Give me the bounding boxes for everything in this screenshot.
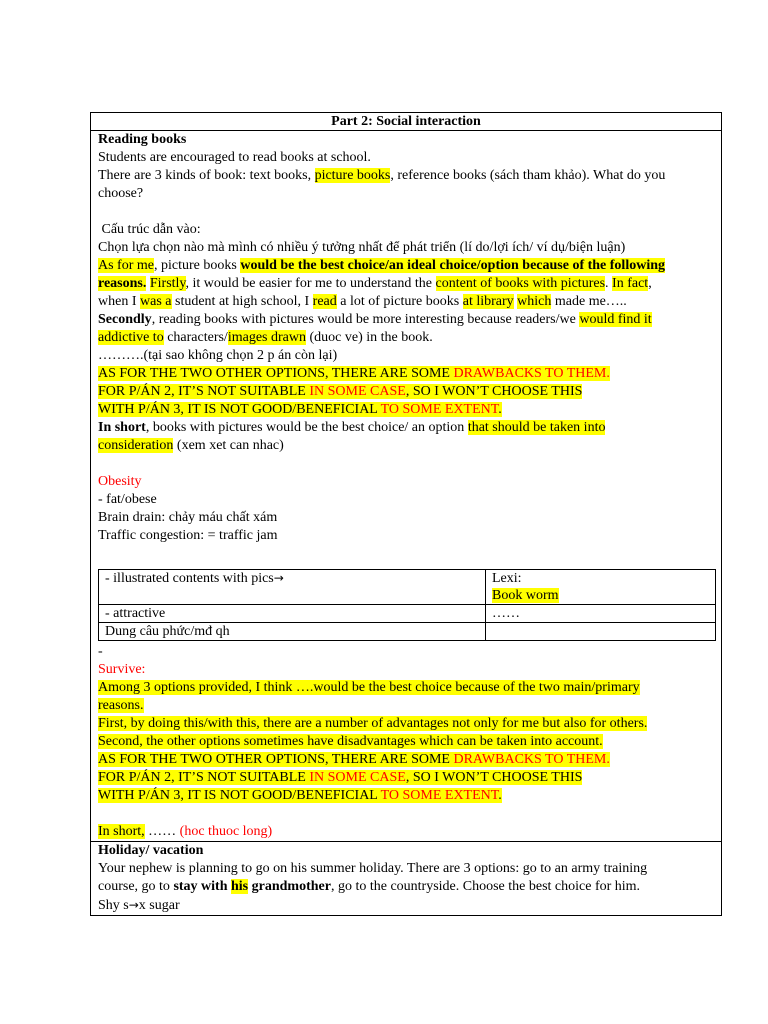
highlight: read — [312, 294, 337, 309]
blank-line — [98, 455, 715, 473]
bold-text: Secondly — [98, 312, 152, 327]
answer-line-3 — [98, 293, 715, 311]
red-text: DRAWBACKS TO THEM. — [453, 366, 610, 381]
highlight: In short, — [98, 824, 145, 839]
red-text: IN SOME CASE — [309, 770, 406, 785]
in-short-line-2 — [98, 437, 715, 455]
blank-line — [98, 805, 715, 823]
holiday-line-3 — [98, 896, 715, 915]
part-title: Part 2: Social interaction — [91, 113, 721, 131]
highlight: addictive to — [98, 330, 164, 345]
holiday-line-2 — [98, 878, 715, 896]
blank-line — [98, 545, 715, 563]
bold-text: stay with — [173, 879, 231, 894]
caps-line-2 — [98, 383, 715, 401]
highlight: First, by doing this/with this, there are a number of advantages not only for me but also for others. — [98, 716, 648, 731]
intro-line-1: Students are encouraged to read books at school. — [98, 150, 371, 165]
highlight: Second, the other options sometimes have disadvantages which can be taken into account. — [98, 734, 603, 749]
highlight: consideration — [98, 438, 174, 453]
text: , go to the countryside. Choose the best choice for him. — [330, 879, 641, 894]
structure-label: Cấu trúc dẫn vào: — [98, 222, 201, 237]
text: There are 3 kinds of book: text books, — [98, 168, 315, 183]
text: , SO I WON’T CHOOSE THIS — [405, 384, 583, 399]
survive-line-4 — [98, 733, 715, 751]
blank-line — [98, 203, 715, 221]
text: (duoc ve) in the book. — [305, 330, 433, 345]
answer-line-1 — [98, 257, 715, 275]
table-cell: - attractive — [99, 605, 486, 623]
text: x sugar — [138, 898, 180, 913]
highlight: would be the best choice/an ideal choice/option because of the following — [240, 258, 665, 273]
text: made me….. — [551, 294, 627, 309]
survive-line-3 — [98, 715, 715, 733]
lexi-label: Lexi: — [492, 571, 522, 586]
survive-caps-2 — [98, 769, 715, 787]
answer-line-2 — [98, 275, 715, 293]
highlight: that should be taken into — [467, 420, 606, 435]
highlight: Book worm — [492, 588, 559, 603]
survive-in-short — [98, 823, 715, 841]
highlight — [98, 770, 582, 785]
text: , SO I WON’T CHOOSE THIS — [405, 770, 583, 785]
text: Shy s — [98, 898, 129, 913]
text: WITH P/ÁN 3, IT IS NOT GOOD/BENEFICIAL — [98, 402, 381, 417]
vocab-table — [98, 569, 716, 641]
highlight: which — [517, 294, 552, 309]
structure-note: Chọn lựa chọn nào mà mình có nhiều ý tưởng nhất để phát triển (lí do/lợi ích/ ví dụ/biện luận) — [98, 240, 626, 255]
table-row — [99, 623, 716, 641]
highlight: Firstly — [149, 276, 186, 291]
text: a lot of picture books — [336, 294, 463, 309]
table-cell — [486, 570, 716, 605]
highlight: reasons. — [98, 276, 147, 291]
arrow-right-icon: → — [128, 898, 139, 912]
intro-line-2 — [98, 167, 715, 185]
highlight: was a — [140, 294, 172, 309]
fat-line: - fat/obese — [98, 492, 157, 507]
reading-books-section — [91, 131, 721, 841]
red-text: (hoc thuoc long) — [179, 824, 273, 839]
obesity-heading: Obesity — [98, 474, 142, 489]
highlight: images drawn — [227, 330, 306, 345]
text: , reading books with pictures would be more interesting because readers/we — [151, 312, 580, 327]
highlight: In fact — [612, 276, 649, 291]
text: . — [498, 788, 502, 803]
cell-text: - illustrated contents with pics — [105, 571, 274, 586]
text: WITH P/ÁN 3, IT IS NOT GOOD/BENEFICIAL — [98, 788, 381, 803]
red-text: TO SOME EXTENT — [380, 788, 499, 803]
traffic-line: Traffic congestion: = traffic jam — [98, 528, 278, 543]
dash-line: - — [98, 644, 103, 659]
holiday-line-1: Your nephew is planning to go on his summer holiday. There are 3 options: go to an army training — [98, 861, 648, 876]
caps-line-3 — [98, 401, 715, 419]
table-cell — [486, 623, 716, 641]
highlight — [98, 402, 502, 417]
text: , — [648, 276, 652, 291]
red-text: IN SOME CASE — [309, 384, 406, 399]
highlight — [98, 788, 502, 803]
table-cell — [99, 570, 486, 605]
answer-line-5 — [98, 329, 715, 347]
table-row — [99, 570, 716, 605]
text: course, go to — [98, 879, 174, 894]
text: FOR P/ÁN 2, IT’S NOT SUITABLE — [98, 770, 310, 785]
text: when I — [98, 294, 140, 309]
highlight: his — [231, 879, 249, 894]
document-table — [90, 112, 722, 916]
highlight: at library — [462, 294, 514, 309]
highlight — [98, 752, 610, 767]
survive-heading: Survive: — [98, 662, 146, 677]
survive-line-1 — [98, 679, 715, 697]
in-short-line-1 — [98, 419, 715, 437]
highlight: picture books — [314, 168, 391, 183]
text: …… — [144, 824, 180, 839]
highlight: content of books with pictures — [435, 276, 606, 291]
highlight — [98, 366, 610, 381]
text: AS FOR THE TWO OTHER OPTIONS, THERE ARE SOME — [98, 752, 454, 767]
text: , reference books (sách tham khảo). What do you — [390, 168, 666, 183]
text: , picture books — [154, 258, 241, 273]
survive-caps-1 — [98, 751, 715, 769]
table-row — [99, 605, 716, 623]
reading-heading: Reading books — [98, 132, 187, 147]
answer-line-6: ……….(tại sao không chọn 2 p án còn lại) — [98, 348, 338, 363]
highlight: would find it — [579, 312, 652, 327]
answer-line-4 — [98, 311, 715, 329]
text: , books with pictures would be the best choice/ an option — [145, 420, 468, 435]
text: . — [498, 402, 502, 417]
table-cell: Dung câu phức/mđ qh — [99, 623, 486, 641]
survive-caps-3 — [98, 787, 715, 805]
highlight: As for me — [98, 258, 154, 273]
text: . — [605, 276, 613, 291]
highlight — [98, 384, 582, 399]
red-text: TO SOME EXTENT — [380, 402, 499, 417]
intro-line-3: choose? — [98, 186, 144, 201]
text: student at high school, I — [171, 294, 313, 309]
text: FOR P/ÁN 2, IT’S NOT SUITABLE — [98, 384, 310, 399]
brain-drain-line: Brain drain: chảy máu chất xám — [98, 510, 278, 525]
bold-text: grandmother — [248, 879, 331, 894]
table-cell: …… — [486, 605, 716, 623]
highlight: reasons. — [98, 698, 144, 713]
text: characters/ — [163, 330, 228, 345]
highlight: Among 3 options provided, I think ….would be the best choice because of the two main/primary — [98, 680, 640, 695]
caps-line-1 — [98, 365, 715, 383]
holiday-section — [91, 841, 721, 915]
arrow-right-icon: → — [273, 571, 284, 585]
text: , it would be easier for me to understand the — [185, 276, 436, 291]
text: (xem xet can nhac) — [173, 438, 284, 453]
bold-text: In short — [98, 420, 146, 435]
holiday-heading: Holiday/ vacation — [98, 843, 204, 858]
text: AS FOR THE TWO OTHER OPTIONS, THERE ARE SOME — [98, 366, 454, 381]
red-text: DRAWBACKS TO THEM. — [453, 752, 610, 767]
survive-line-2 — [98, 697, 715, 715]
